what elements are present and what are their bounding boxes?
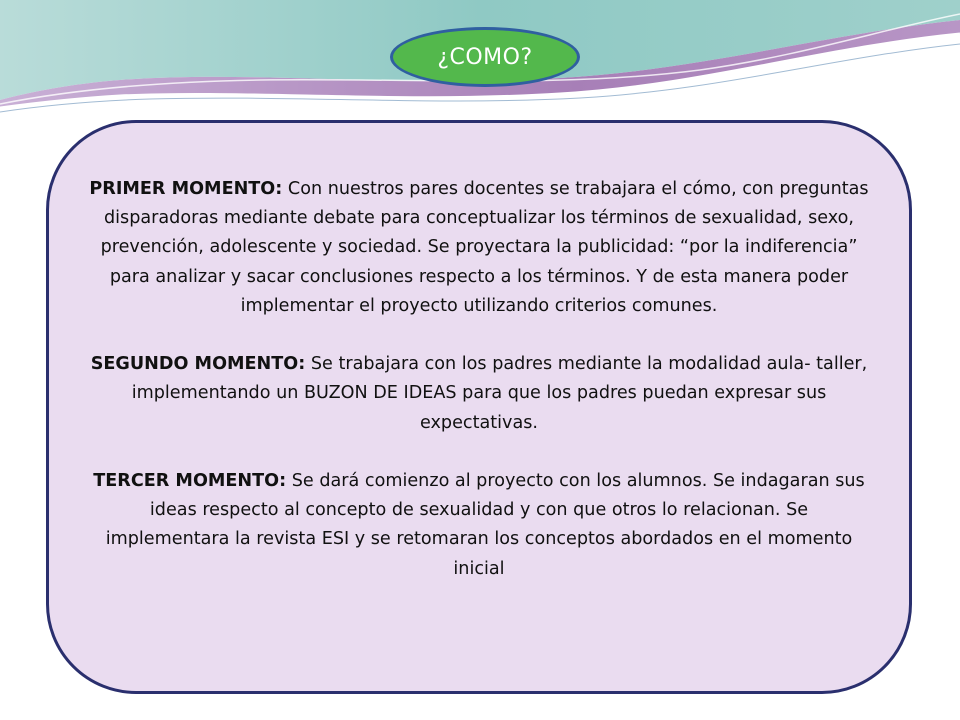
content-panel	[46, 120, 912, 694]
title-badge	[390, 27, 580, 87]
paragraph-text: Con nuestros pares docentes se trabajara el cómo, con preguntas disparadoras mediante debate para conceptualizar los términos de sexualidad, sexo, prevención, adolescente y sociedad. Se proyectara la publicidad: “por la indiferencia” para analizar y sacar conclusiones respecto a los términos. Y de esta manera poder implementar el proyecto utilizando criterios comunes.	[100, 179, 869, 316]
paragraph-lead: TERCER MOMENTO:	[93, 471, 287, 491]
paragraph-text: Se trabajara con los padres mediante la modalidad aula- taller, implementando un BUZON DE IDEAS para que los padres puedan expresar sus expectativas.	[131, 354, 868, 433]
paragraph-segundo-momento	[89, 350, 869, 438]
paragraph-primer-momento	[89, 175, 869, 321]
slide-title: ¿COMO?	[437, 44, 533, 70]
paragraph-text: Se dará comienzo al proyecto con los alumnos. Se indagaran sus ideas respecto al concepto de sexualidad y con que otros lo relacionan. Se implementara la revista ESI y se retomaran los conceptos abordados en el momento inicial	[105, 471, 865, 579]
paragraph-tercer-momento	[89, 467, 869, 584]
paragraph-lead: PRIMER MOMENTO:	[89, 179, 283, 199]
paragraph-lead: SEGUNDO MOMENTO:	[90, 354, 306, 375]
